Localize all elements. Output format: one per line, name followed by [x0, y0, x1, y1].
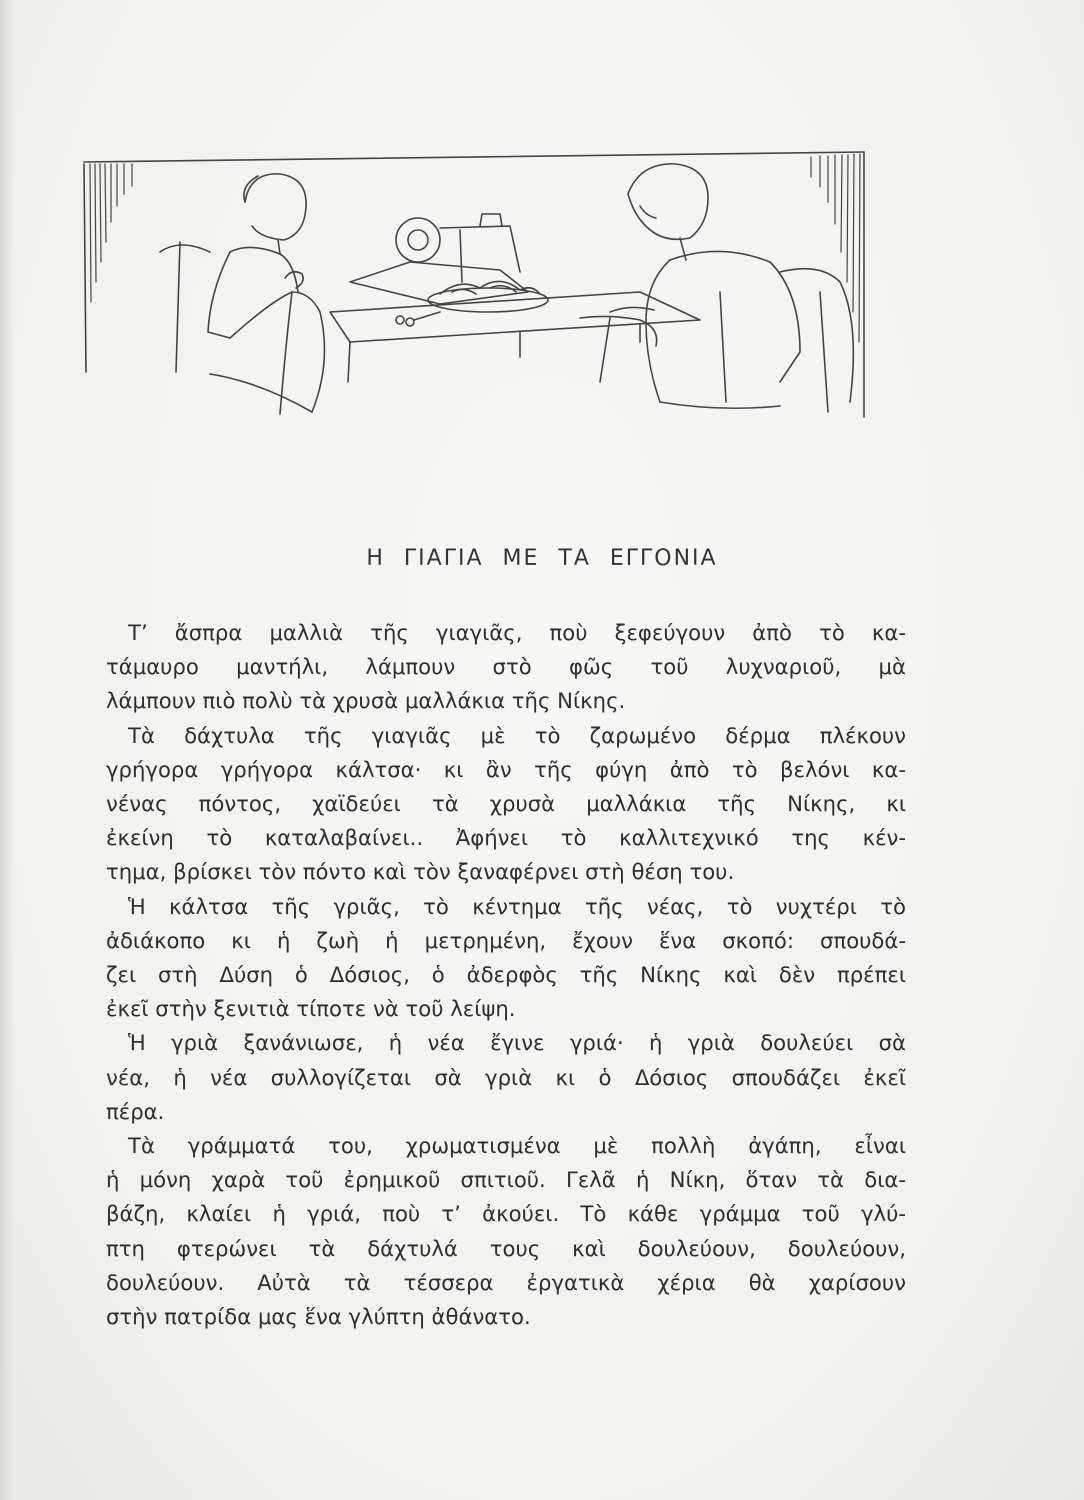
- text-line: Ἡ κάλτσα τῆς γριᾶς, τὸ κέντημα τῆς νέας, τὸ νυχτέρι τὸ: [128, 893, 906, 919]
- text-line: ἐκεῖ στὴν ξενιτιὰ τίποτε νὰ τοῦ λείψη.: [106, 996, 516, 1022]
- page-binding-shadow: [0, 0, 14, 1500]
- story-text: [106, 616, 906, 1334]
- table: [330, 292, 700, 382]
- text-line: λάμπουν πιὸ πολὺ τὰ χρυσὰ μαλλάκια τῆς Νίκης.: [106, 688, 626, 714]
- text-line: ἐκείνη τὸ καταλαβαίνει.. Ἀφήνει τὸ καλλιτεχνικό της κέν-: [106, 825, 906, 851]
- text-line: πέρα.: [106, 1098, 165, 1124]
- sewing-scene-illustration: [80, 142, 870, 432]
- text-line: Ἡ γριὰ ξανάνιωσε, ἡ νέα ἔγινε γριά· ἡ γριὰ δουλεύει σὰ: [128, 1030, 906, 1056]
- paragraph-3: [106, 890, 906, 1027]
- text-line: ἀδιάκοπο κι ἡ ζωὴ ἡ μετρημένη, ἔχουν ἕνα σκοπό: σπουδά-: [106, 927, 906, 953]
- paragraph-2: [106, 719, 906, 890]
- paragraph-5: [106, 1129, 906, 1334]
- text-line: νένας πόντος, χαϊδεύει τὰ χρυσὰ μαλλάκια τῆς Νίκης, κι: [106, 791, 906, 817]
- text-line: δουλεύουν. Αὐτὰ τὰ τέσσερα ἐργατικὰ χέρια θὰ χαρίσουν: [106, 1269, 906, 1295]
- paragraph-1: [106, 616, 906, 719]
- text-line: γρήγορα γρήγορα κάλτσα· κι ἂν τῆς φύγη ἀπὸ τὸ βελόνι κα-: [106, 756, 906, 782]
- text-line: τάμαυρο μαντήλι, λάμπουν στὸ φῶς τοῦ λυχναριοῦ, μὰ: [106, 654, 906, 680]
- young-woman-figure: [160, 174, 325, 414]
- text-line: τημα, βρίσκει τὸν πόντο καὶ τὸν ξαναφέρνει στὴ θέση του.: [106, 859, 735, 885]
- scissors: [396, 312, 440, 326]
- text-line: Τὰ δάχτυλα τῆς γιαγιᾶς μὲ τὸ ζαρωμένο δέρμα πλέκουν: [128, 722, 906, 748]
- text-line: ζει στὴ Δύση ὁ Δόσιος, ὁ ἀδερφὸς τῆς Νίκης καὶ δὲν πρέπει: [106, 962, 906, 988]
- text-line: νέα, ἡ νέα συλλογίζεται σὰ γριὰ κι ὁ Δόσιος σπουδάζει ἐκεῖ: [106, 1064, 906, 1090]
- sewing-machine: [350, 214, 528, 304]
- text-line: στὴν πατρίδα μας ἕνα γλύπτη ἀθάνατο.: [106, 1304, 531, 1330]
- illustration-frame: [84, 152, 864, 417]
- text-line: ἡ μόνη χαρὰ τοῦ ἐρημικοῦ σπιτιοῦ. Γελᾶ ἡ Νίκη, ὅταν τὰ δια-: [106, 1167, 906, 1193]
- curtain-right: [811, 154, 860, 342]
- text-line: Τὰ γράμματά του, χρωματισμένα μὲ πολλὴ ἀγάπη, εἶναι: [128, 1133, 906, 1159]
- text-line: βάζη, κλαίει ἡ γριά, ποὺ τ’ ἀκούει. Τὸ κάθε γράμμα τοῦ γλύ-: [106, 1201, 906, 1227]
- page-title: Η ΓΙΑΓΙΑ ΜΕ ΤΑ ΕΓΓΟΝΙΑ: [366, 546, 718, 571]
- grandmother-figure: [580, 164, 853, 412]
- text-line: Τ’ ἄσπρα μαλλιὰ τῆς γιαγιᾶς, ποὺ ξεφεύγουν ἀπὸ τὸ κα-: [128, 620, 906, 645]
- curtain-left: [90, 164, 132, 302]
- text-line: πτη φτερώνει τὰ δάχτυλά τους καὶ δουλεύουν, δουλεύουν,: [106, 1235, 906, 1261]
- paragraph-4: [106, 1026, 906, 1129]
